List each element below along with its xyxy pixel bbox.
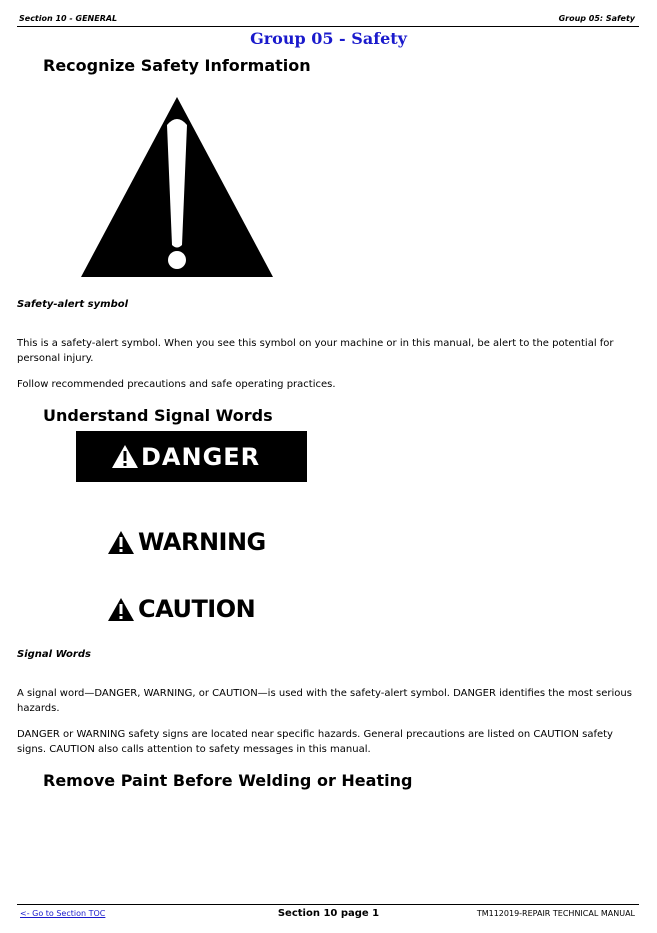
header-divider (17, 26, 639, 27)
manual-title: TM112019-REPAIR TECHNICAL MANUAL (476, 909, 635, 918)
paragraph-signal-signs: DANGER or WARNING safety signs are located near specific hazards. General precautions are listed on CAUTION safety signs. CAUTION also calls attention to safety messages in this manual. (17, 729, 613, 755)
heading-remove-paint: Remove Paint Before Welding or Heating (43, 771, 413, 790)
alert-triangle-icon (108, 598, 134, 621)
heading-signal-words: Understand Signal Words (43, 406, 273, 425)
danger-signal-label (76, 431, 307, 482)
heading-recognize-safety: Recognize Safety Information (43, 56, 311, 75)
paragraph-safety-alert: This is a safety-alert symbol. When you see this symbol on your machine or in this manual, be alert to the potential for personal injury. (17, 338, 614, 364)
go-to-toc-link[interactable]: <- Go to Section TOC (20, 909, 106, 918)
group-title: Group 05 - Safety (250, 29, 407, 48)
caution-word: CAUTION (138, 595, 256, 623)
caution-signal-label (108, 595, 255, 623)
header-section: Section 10 - GENERAL (19, 14, 118, 23)
alert-triangle-icon (108, 531, 134, 554)
alert-triangle-icon (112, 445, 138, 468)
footer-divider (17, 904, 639, 905)
danger-word: DANGER (141, 442, 261, 471)
paragraph-signal-word: A signal word—DANGER, WARNING, or CAUTION—is used with the safety-alert symbol. DANGER identifies the most serious hazards. (17, 688, 632, 714)
warning-word: WARNING (138, 528, 266, 556)
warning-signal-label (108, 528, 266, 556)
caption-safety-alert: Safety-alert symbol (17, 299, 129, 310)
header-group: Group 05: Safety (558, 14, 635, 23)
paragraph-precautions: Follow recommended precautions and safe operating practices. (17, 379, 336, 390)
page-number: Section 10 page 1 (277, 908, 380, 919)
caption-signal-words: Signal Words (17, 649, 91, 660)
safety-alert-triangle-icon (81, 97, 273, 277)
